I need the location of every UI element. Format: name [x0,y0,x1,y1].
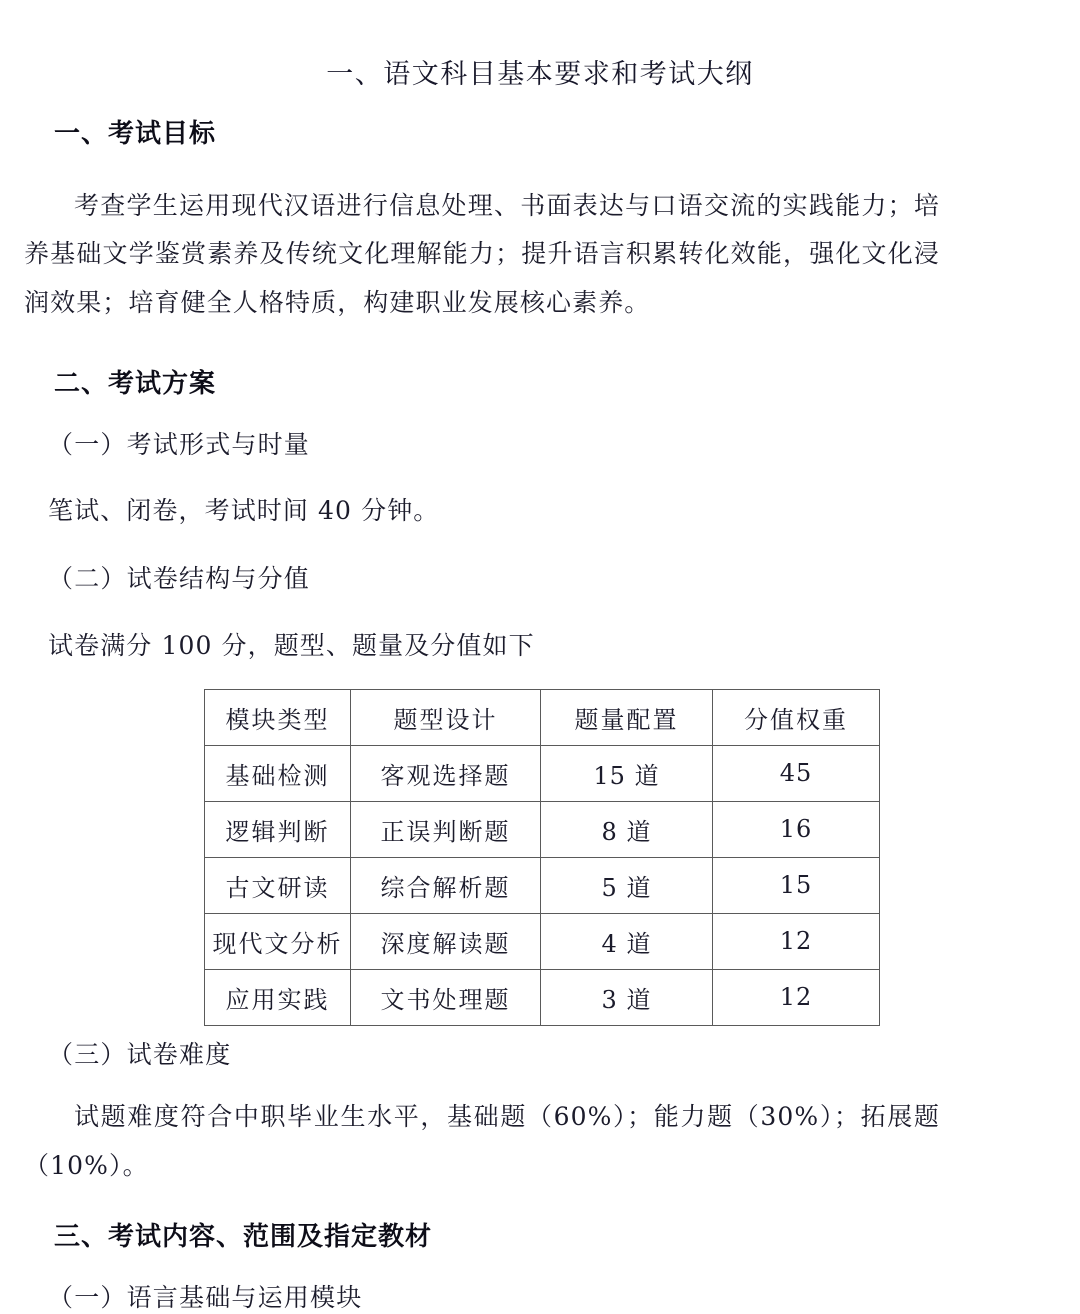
table-row [205,857,880,913]
table-cell-module: 逻辑判断 [205,801,351,857]
section-heading-exam-objective: 一、考试目标 [54,118,217,149]
table-cell-score-weight: 12 [713,913,880,969]
spacer [0,671,1080,689]
table-cell-question-count: 15 道 [541,745,713,801]
table-header-cell: 题型设计 [351,689,541,745]
paragraph-exam-objective: 考查学生运用现代汉语进行信息处理、书面表达与口语交流的实践能力；培养基础文学鉴赏素养及传统文化理解能力；提升语言积累转化效能，强化文化浸润效果；培育健全人格特质，构建职业发展核心素养。 [24,190,940,318]
table-cell-score-weight: 15 [713,857,880,913]
table-cell-question-type: 文书处理题 [351,969,541,1025]
table-row [205,745,880,801]
table-cell-module: 古文研读 [205,857,351,913]
spacer [0,402,1080,428]
table-cell-score-weight: 45 [713,745,880,801]
table-cell-module: 现代文分析 [205,913,351,969]
spacer [0,152,1080,182]
table-cell-module: 基础检测 [205,745,351,801]
table-cell-question-type: 正误判断题 [351,801,541,857]
spacer [0,1071,1080,1093]
table-row [205,801,880,857]
paper-structure-table [204,689,880,1026]
table-header-cell: 分值权重 [713,689,880,745]
table-cell-question-count: 4 道 [541,913,713,969]
table-header-cell: 题量配置 [541,689,713,745]
subheading-exam-form-and-duration: （一）考试形式与时量 [48,429,311,459]
table-row [205,969,880,1025]
table-cell-score-weight: 12 [713,969,880,1025]
table-header-row [205,689,880,745]
score-table-wrapper [0,689,1080,1026]
subheading-paper-difficulty: （三）试卷难度 [48,1039,232,1069]
paragraph-exam-form-and-duration: 笔试、闭卷，考试时间 40 分钟。 [48,496,440,526]
spacer [0,328,1080,368]
spacer [0,1255,1080,1281]
table-row [205,913,880,969]
spacer [0,1191,1080,1221]
spacer [0,1026,1080,1038]
section-heading-exam-plan: 二、考试方案 [54,368,217,399]
subheading-paper-structure-and-scores: （二）试卷结构与分值 [48,564,311,594]
spacer [0,92,1080,118]
spacer [0,536,1080,562]
table-cell-question-count: 8 道 [541,801,713,857]
table-cell-question-type: 客观选择题 [351,745,541,801]
spacer [0,461,1080,487]
table-cell-question-count: 3 道 [541,969,713,1025]
table-cell-question-type: 深度解读题 [351,913,541,969]
table-cell-question-count: 5 道 [541,857,713,913]
table-cell-module: 应用实践 [205,969,351,1025]
paragraph-total-score-lead: 试卷满分 100 分，题型、题量及分值如下 [48,630,535,660]
subheading-language-basics-module: （一）语言基础与运用模块 [48,1282,363,1312]
table-cell-question-type: 综合解析题 [351,857,541,913]
section-heading-exam-content-scope-materials: 三、考试内容、范围及指定教材 [54,1221,433,1252]
spacer [0,596,1080,622]
table-cell-score-weight: 16 [713,801,880,857]
paragraph-paper-difficulty: 试题难度符合中职毕业生水平，基础题（60%）；能力题（30%）；拓展题（10%）。 [24,1102,940,1181]
table-header-cell: 模块类型 [205,689,351,745]
page-title: 一、语文科目基本要求和考试大纲 [326,59,754,90]
